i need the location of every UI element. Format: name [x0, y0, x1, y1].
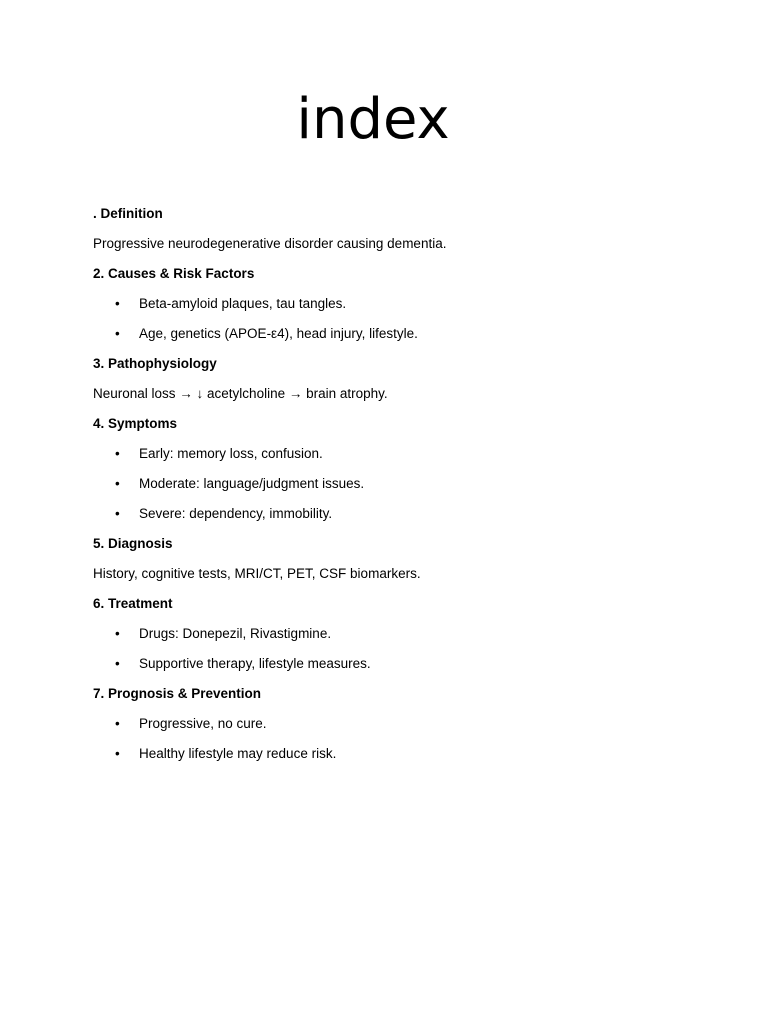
section-heading-causes: 2. Causes & Risk Factors	[93, 266, 255, 281]
list-item	[93, 472, 713, 502]
section-heading-definition: . Definition	[93, 206, 163, 221]
list-item-text: Moderate: language/judgment issues.	[139, 476, 365, 491]
treatment-list	[93, 622, 713, 682]
list-item-text: Supportive therapy, lifestyle measures.	[139, 656, 371, 671]
list-item-text: Severe: dependency, immobility.	[139, 506, 333, 521]
bullet-icon: •	[115, 446, 120, 461]
prognosis-list	[93, 712, 713, 772]
definition-text: Progressive neurodegenerative disorder causing dementia.	[93, 236, 447, 251]
list-item	[93, 292, 713, 322]
list-item	[93, 622, 713, 652]
bullet-icon: •	[115, 626, 120, 641]
page-title: index	[296, 87, 450, 152]
section-heading-pathophysiology: 3. Pathophysiology	[93, 356, 217, 371]
list-item-text: Beta-amyloid plaques, tau tangles.	[139, 296, 347, 311]
bullet-icon: •	[115, 476, 120, 491]
bullet-icon: •	[115, 326, 120, 341]
section-heading-symptoms: 4. Symptoms	[93, 416, 178, 431]
list-item	[93, 502, 713, 532]
list-item-text: Progressive, no cure.	[139, 716, 267, 731]
bullet-icon: •	[115, 296, 120, 311]
section-heading-treatment: 6. Treatment	[93, 596, 173, 611]
list-item-text: Healthy lifestyle may reduce risk.	[139, 746, 337, 761]
bullet-icon: •	[115, 506, 120, 521]
list-item-text: Early: memory loss, confusion.	[139, 446, 323, 461]
list-item	[93, 712, 713, 742]
list-item	[93, 442, 713, 472]
list-item-text: Age, genetics (APOE-ε4), head injury, lifestyle.	[139, 326, 418, 341]
list-item	[93, 652, 713, 682]
causes-list	[93, 292, 713, 352]
list-item	[93, 742, 713, 772]
diagnosis-text: History, cognitive tests, MRI/CT, PET, CSF biomarkers.	[93, 566, 421, 581]
pathophysiology-text: Neuronal loss → ↓ acetylcholine → brain atrophy.	[93, 386, 388, 401]
bullet-icon: •	[115, 716, 120, 731]
document-body	[93, 202, 713, 772]
list-item-text: Drugs: Donepezil, Rivastigmine.	[139, 626, 332, 641]
symptoms-list	[93, 442, 713, 532]
bullet-icon: •	[115, 746, 120, 761]
section-heading-diagnosis: 5. Diagnosis	[93, 536, 173, 551]
section-heading-prognosis: 7. Prognosis & Prevention	[93, 686, 262, 701]
list-item	[93, 322, 713, 352]
bullet-icon: •	[115, 656, 120, 671]
